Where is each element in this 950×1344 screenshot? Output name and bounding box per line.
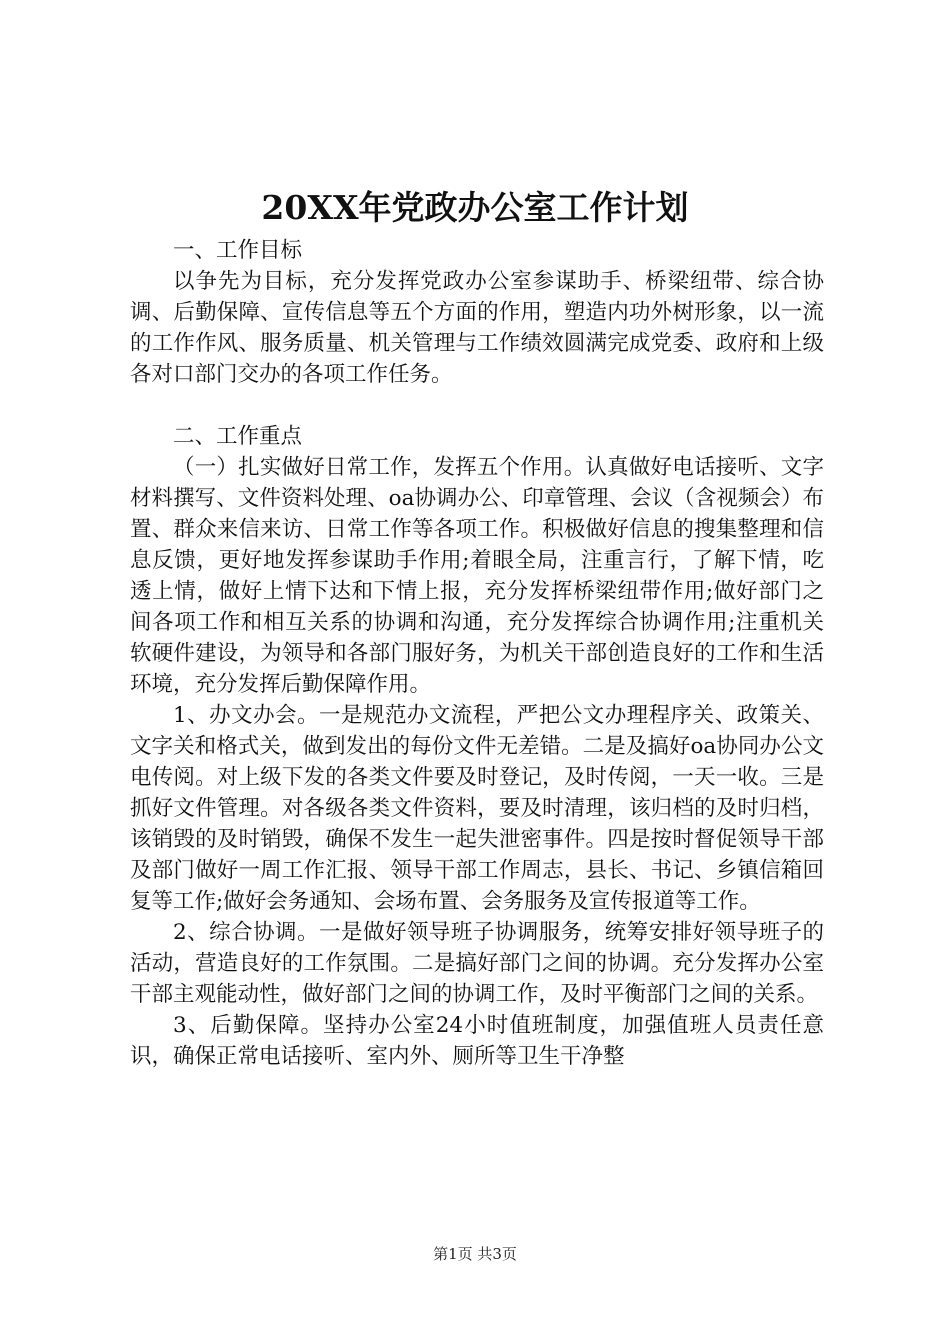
page-number-footer: 第1页 共3页 (433, 1245, 517, 1263)
paragraph-logistics: 3、后勤保障。坚持办公室24小时值班制度，加强值班人员责任意识，确保正常电话接听、室内外、厕所等卫生干净整 (130, 1013, 824, 1069)
document-title: 20XX年党政办公室工作计划 (261, 188, 689, 227)
paragraph-goal: 以争先为目标，充分发挥党政办公室参谋助手、桥梁纽带、综合协调、后勤保障、宣传信息等五个方面的作用，塑造内功外树形象，以一流的工作作风、服务质量、机关管理与工作绩效圆满完成党委、政府和上级各对口部门交办的各项工作任务。 (130, 269, 824, 387)
paragraph-daily-work: （一）扎实做好日常工作，发挥五个作用。认真做好电话接听、文字材料撰写、文件资料处理、oa协调办公、印章管理、会议（含视频会）布置、群众来信来访、日常工作等各项工作。积极做好信息的搜集整理和信息反馈，更好地发挥参谋助手作用;着眼全局，注重言行，了解下情，吃透上情，做好上情下达和下情上报，充分发挥桥梁纽带作用;做好部门之间各项工作和相互关系的协调和沟通，充分发挥综合协调作用;注重机关软硬件建设，为领导和各部门服好务，为机关干部创造良好的工作和生活环境，充分发挥后勤保障作用。 (130, 455, 824, 697)
section-heading-goal: 一、工作目标 (173, 238, 303, 263)
paragraph-coordination: 2、综合协调。一是做好领导班子协调服务，统筹安排好领导班子的活动，营造良好的工作氛围。二是搞好部门之间的协调。充分发挥办公室干部主观能动性，做好部门之间的协调工作，及时平衡部门之间的关系。 (130, 920, 824, 1007)
section-heading-focus: 二、工作重点 (173, 424, 303, 449)
paragraph-documents-meetings: 1、办文办会。一是规范办文流程，严把公文办理程序关、政策关、文字关和格式关，做到发出的每份文件无差错。二是及搞好oa协同办公文电传阅。对上级下发的各类文件要及时登记，及时传阅，一天一收。三是抓好文件管理。对各级各类文件资料，要及时清理，该归档的及时归档，该销毁的及时销毁，确保不发生一起失泄密事件。四是按时督促领导干部及部门做好一周工作汇报、领导干部工作周志，县长、书记、乡镇信箱回复等工作;做好会务通知、会场布置、会务服务及宣传报道等工作。 (130, 703, 824, 914)
document-body (130, 235, 824, 1072)
